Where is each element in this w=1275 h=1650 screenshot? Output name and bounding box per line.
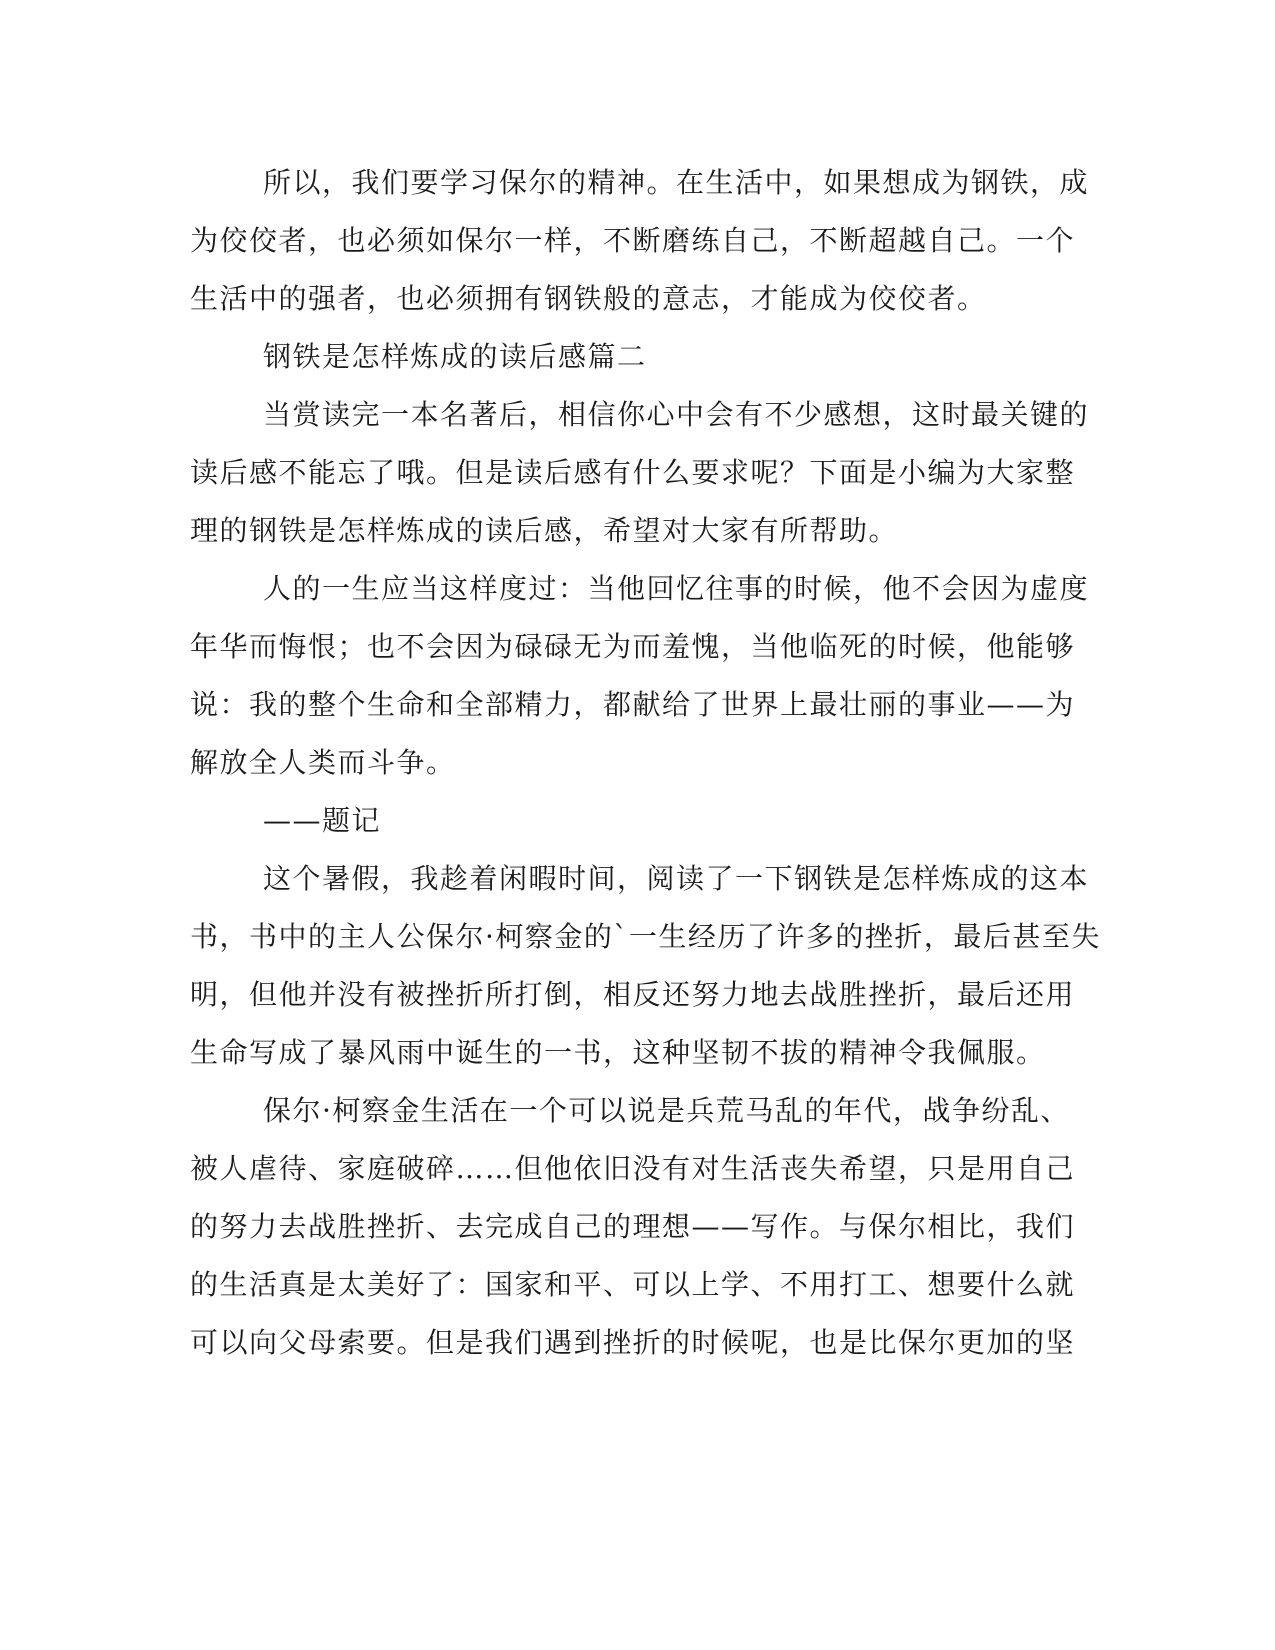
text-line: 为佼佼者，也必须如保尔一样，不断磨练自己，不断超越自己。一个 — [190, 224, 1076, 257]
text-line: 被人虐待、家庭破碎……但他依旧没有对生活丧失希望，只是用自己 — [190, 1152, 1076, 1185]
text-line: 明，但他并没有被挫折所打倒，相反还努力地去战胜挫折，最后还用 — [190, 978, 1076, 1011]
text-line: 读后感不能忘了哦。但是读后感有什么要求呢？下面是小编为大家整 — [190, 456, 1076, 489]
text-line: 当赏读完一本名著后，相信你心中会有不少感想，这时最关键的 — [263, 398, 1090, 431]
text-line: 保尔·柯察金生活在一个可以说是兵荒马乱的年代，战争纷乱、 — [263, 1094, 1070, 1127]
section-heading: 钢铁是怎样炼成的读后感篇二 — [263, 340, 647, 373]
text-line: 的努力去战胜挫折、去完成自己的理想——写作。与保尔相比，我们 — [190, 1210, 1076, 1243]
text-line: 所以，我们要学习保尔的精神。在生活中，如果想成为钢铁，成 — [263, 166, 1090, 199]
text-line: 人的一生应当这样度过：当他回忆往事的时候，他不会因为虚度 — [263, 572, 1090, 605]
text-line: 生命写成了暴风雨中诞生的一书，这种坚韧不拔的精神令我佩服。 — [190, 1036, 1046, 1069]
text-line: 理的钢铁是怎样炼成的读后感，希望对大家有所帮助。 — [190, 514, 899, 547]
epigraph-attribution: ——题记 — [263, 804, 382, 837]
text-line: 年华而悔恨；也不会因为碌碌无为而羞愧，当他临死的时候，他能够 — [190, 630, 1076, 663]
text-line: 可以向父母索要。但是我们遇到挫折的时候呢，也是比保尔更加的坚 — [190, 1326, 1076, 1359]
text-line: 说：我的整个生命和全部精力，都献给了世界上最壮丽的事业——为 — [190, 688, 1076, 721]
text-line: 这个暑假，我趁着闲暇时间，阅读了一下钢铁是怎样炼成的这本 — [263, 862, 1090, 895]
text-line: 书，书中的主人公保尔·柯察金的`一生经历了许多的挫折，最后甚至失 — [190, 920, 1101, 953]
text-line: 的生活真是太美好了：国家和平、可以上学、不用打工、想要什么就 — [190, 1268, 1076, 1301]
text-line: 生活中的强者，也必须拥有钢铁般的意志，才能成为佼佼者。 — [190, 282, 987, 315]
text-line: 解放全人类而斗争。 — [190, 746, 456, 779]
